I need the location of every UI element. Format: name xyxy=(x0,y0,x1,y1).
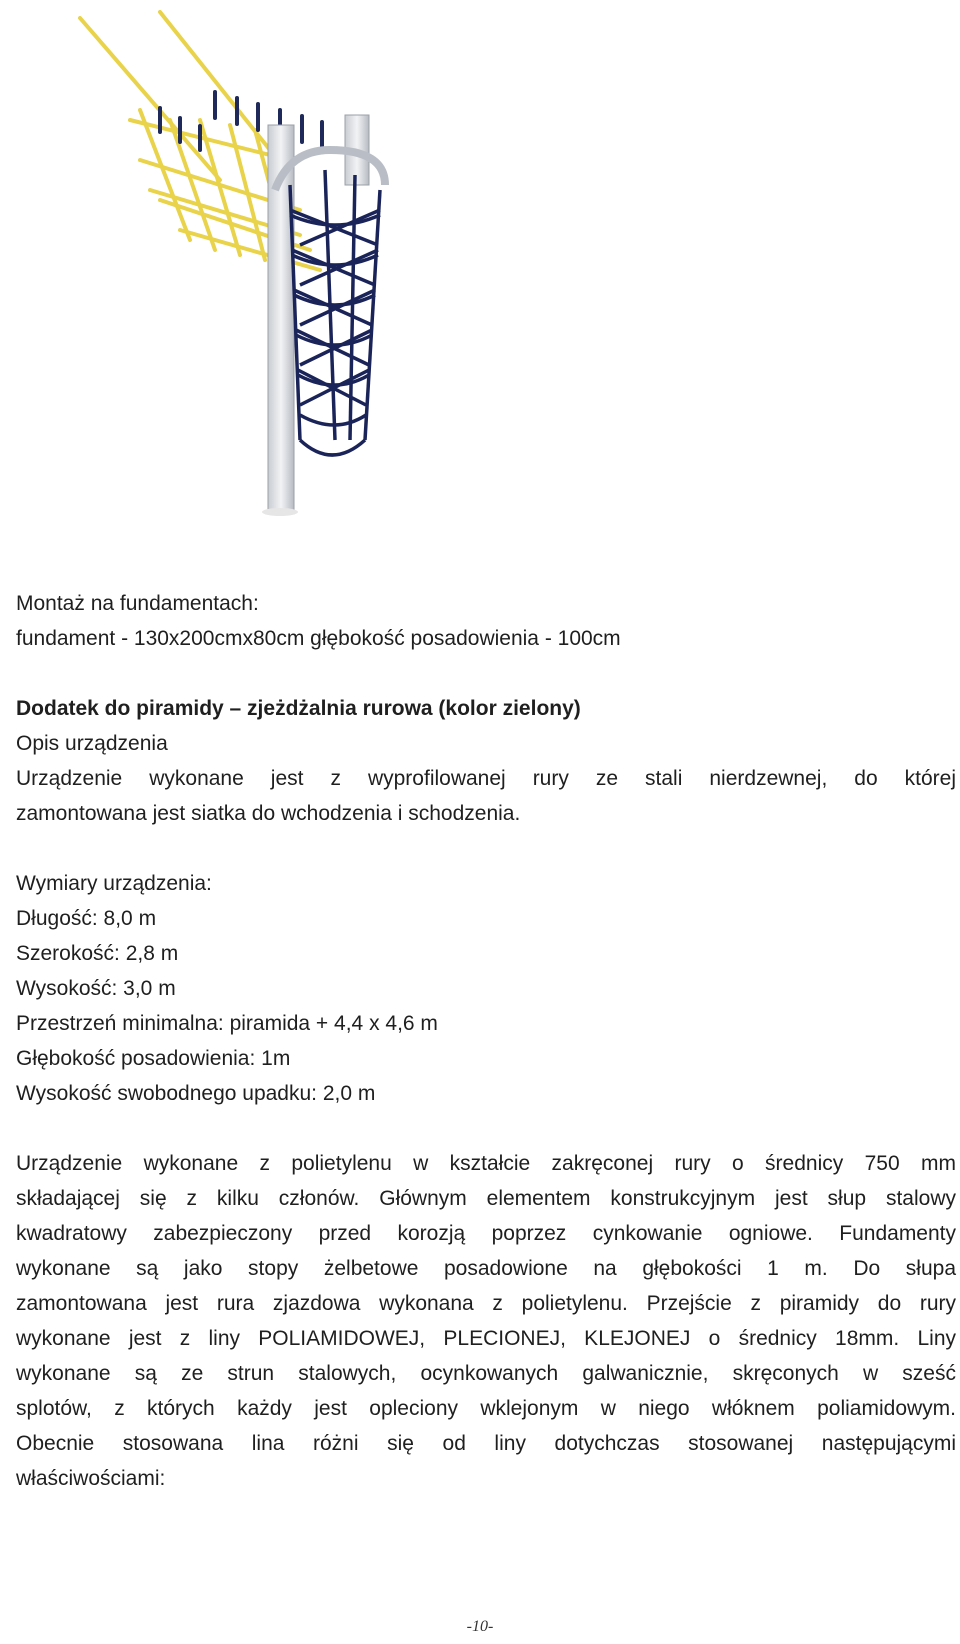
paragraph-line: Urządzenie wykonane z polietylenu w kształcie zakręconej rury o średnicy 750 mm xyxy=(16,1152,956,1175)
paragraph-line: Obecnie stosowana lina różni się od liny dotychczas stosowanej następującymi xyxy=(16,1432,956,1455)
dimension-min-space: Przestrzeń minimalna: piramida + 4,4 x 4,6 m xyxy=(16,1012,438,1035)
paragraph-line: składającej się z kilku członów. Głównym elementem konstrukcyjnym jest słup stalowy xyxy=(16,1187,956,1210)
playground-climbing-net-tube-image xyxy=(0,0,510,560)
mounting-heading: Montaż na fundamentach: xyxy=(16,592,259,615)
paragraph-line: zamontowana jest rura zjazdowa wykonana z polietylenu. Przejście z piramidy do rury xyxy=(16,1292,956,1315)
dimension-fall-height: Wysokość swobodnego upadku: 2,0 m xyxy=(16,1082,376,1105)
dimension-width: Szerokość: 2,8 m xyxy=(16,942,179,965)
technical-description xyxy=(16,1146,956,1496)
paragraph-line: wykonane jest z liny POLIAMIDOWEJ, PLECIONEJ, KLEJONEJ o średnicy 18mm. Liny xyxy=(16,1327,956,1350)
page-number: -10- xyxy=(466,1618,494,1635)
paragraph-line: wykonane są ze strun stalowych, ocynkowanych galwanicznie, skręconych w sześć xyxy=(16,1362,956,1385)
description-line: zamontowana jest siatka do wchodzenia i schodzenia. xyxy=(16,802,521,825)
dimension-foundation-depth: Głębokość posadowienia: 1m xyxy=(16,1047,291,1070)
description-heading: Opis urządzenia xyxy=(16,732,168,755)
paragraph-line: kwadratowy zabezpieczony przed korozją poprzez cynkowanie ogniowe. Fundamenty xyxy=(16,1222,956,1245)
dimension-height: Wysokość: 3,0 m xyxy=(16,977,176,1000)
dimension-length: Długość: 8,0 m xyxy=(16,907,157,930)
description-line: Urządzenie wykonane jest z wyprofilowanej rury ze stali nierdzewnej, do której xyxy=(16,767,956,790)
paragraph-line: splotów, z których każdy jest opleciony wklejonym w niego włóknem poliamidowym. xyxy=(16,1397,956,1420)
paragraph-line: właściwościami: xyxy=(16,1467,166,1490)
addon-title: Dodatek do piramidy – zjeżdżalnia rurowa (kolor zielony) xyxy=(16,697,581,720)
dimensions-heading: Wymiary urządzenia: xyxy=(16,872,212,895)
paragraph-line: wykonane są jako stopy żelbetowe posadowione na głębokości 1 m. Do słupa xyxy=(16,1257,956,1280)
foundation-spec: fundament - 130x200cmx80cm głębokość posadowienia - 100cm xyxy=(16,627,621,650)
